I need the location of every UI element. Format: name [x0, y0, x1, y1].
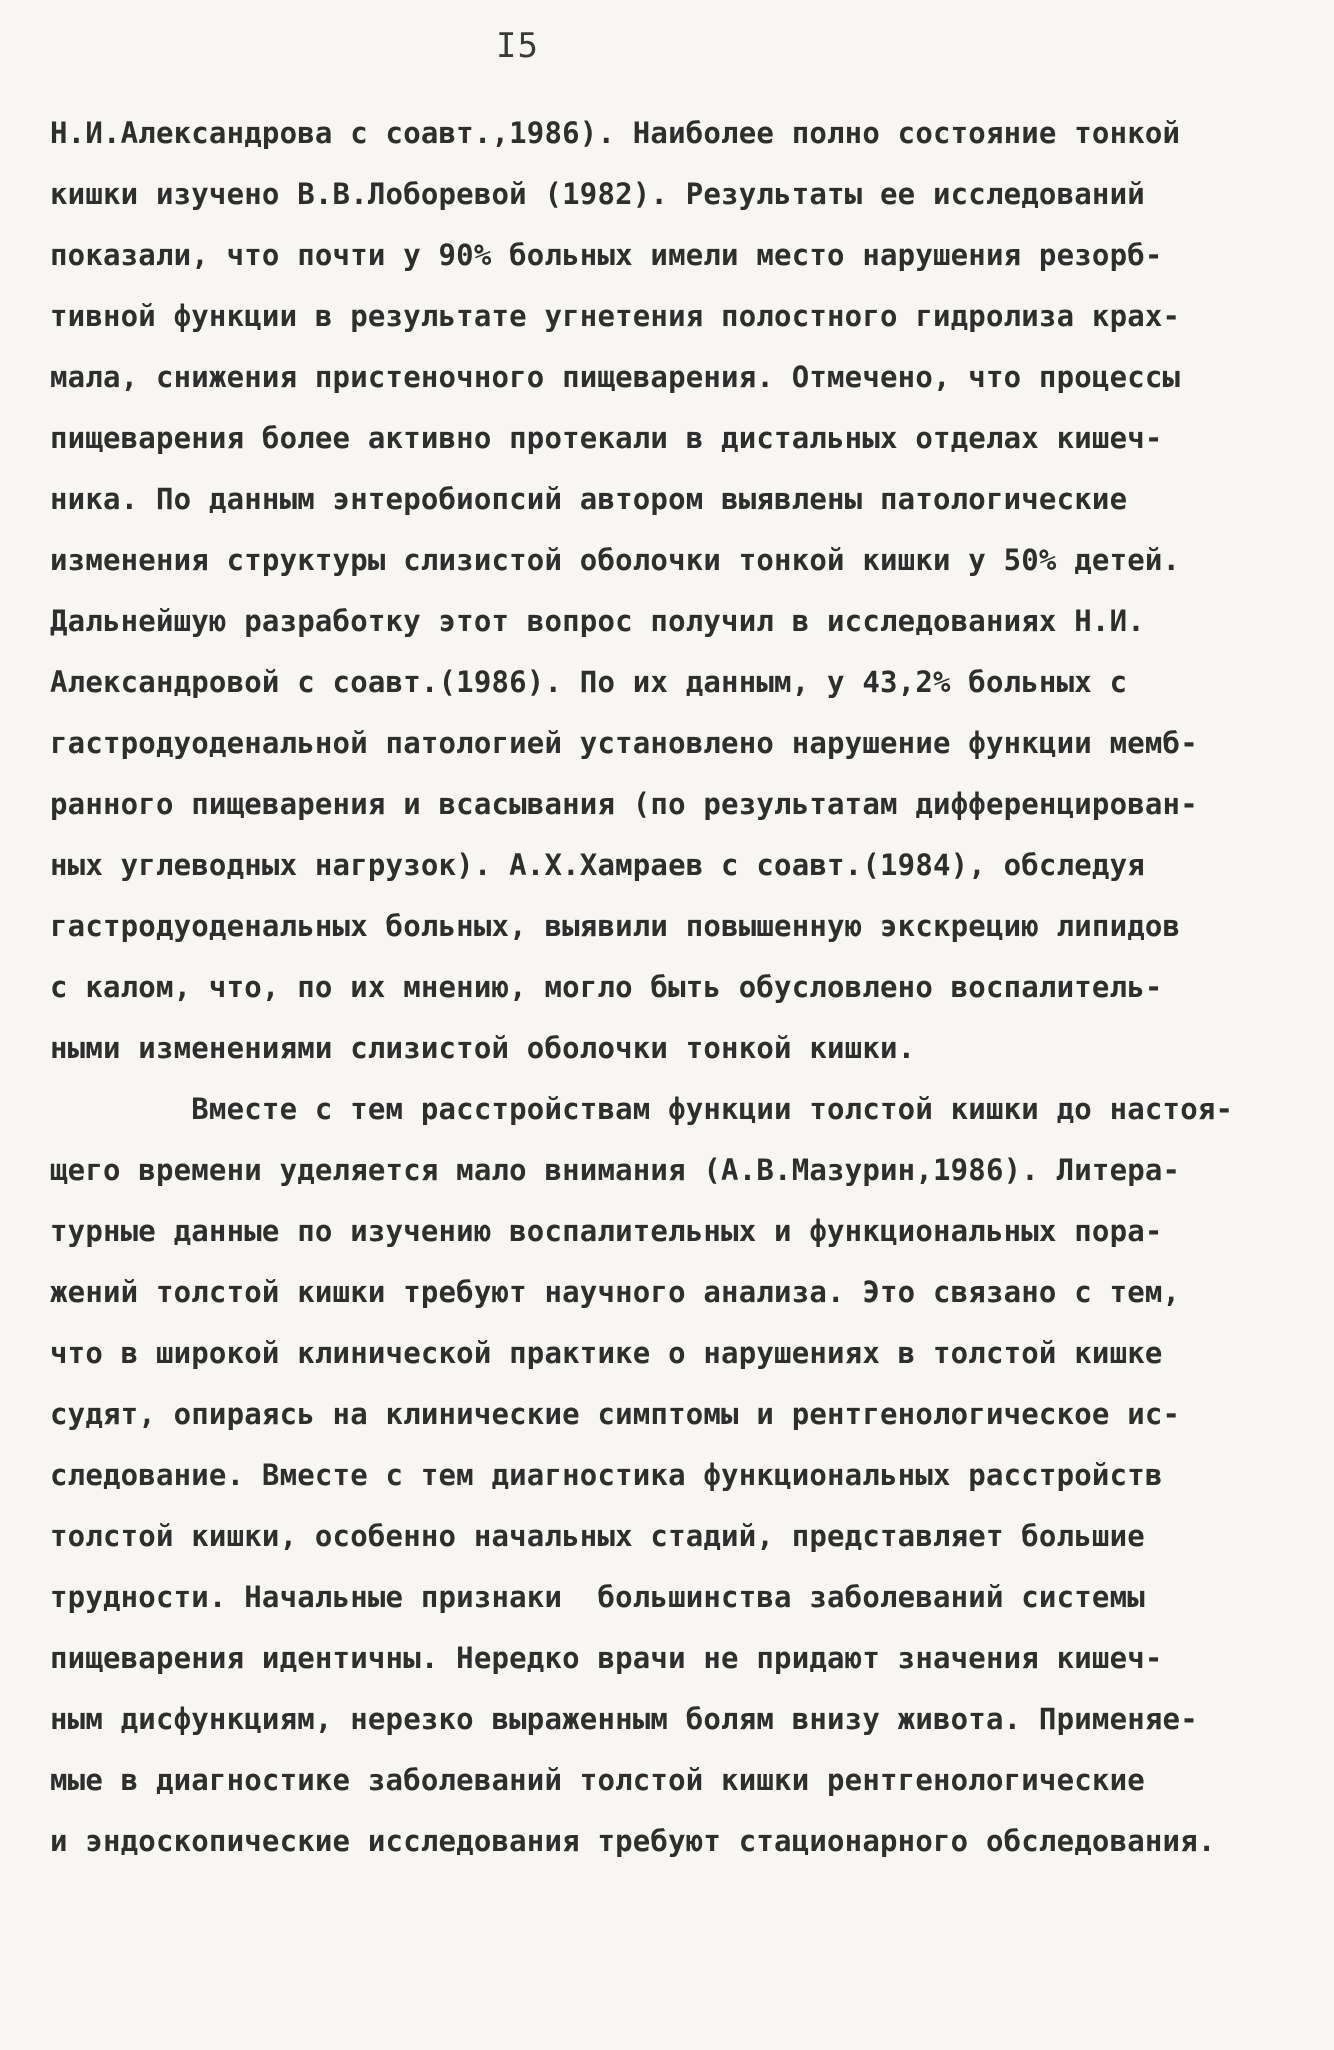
text-line: гастродуоденальных больных, выявили повышенную экскрецию липидов — [50, 909, 1181, 943]
text-line: мые в диагностике заболеваний толстой кишки рентгенологические — [50, 1763, 1145, 1797]
text-line: следование. Вместе с тем диагностика функциональных расстройств — [50, 1458, 1163, 1492]
text-line: Вместе с тем расстройствам функции толстой кишки до настоя- — [50, 1092, 1234, 1126]
text-line: ным дисфункциям, нерезко выраженным болям внизу живота. Применяе- — [50, 1702, 1198, 1736]
text-line: турные данные по изучению воспалительных и функциональных пора- — [50, 1214, 1163, 1248]
text-line: гастродуоденальной патологией установлено нарушение функции мемб- — [50, 726, 1198, 760]
text-line: трудности. Начальные признаки большинства заболеваний системы — [50, 1580, 1145, 1614]
text-line: Александровой с соавт.(1986). По их данным, у 43,2% больных с — [50, 665, 1128, 699]
text-line: Дальнейшую разработку этот вопрос получил в исследованиях Н.И. — [50, 604, 1145, 638]
page-number: I5 — [496, 26, 539, 66]
text-line: что в широкой клинической практике о нарушениях в толстой кишке — [50, 1336, 1163, 1370]
text-line: мала, снижения пристеночного пищеварения. Отмечено, что процессы — [50, 360, 1181, 394]
body-text — [50, 103, 1295, 1872]
text-line: Н.И.Александрова с соавт.,1986). Наиболее полно состояние тонкой — [50, 116, 1181, 150]
text-line: щего времени уделяется мало внимания (А.В.Мазурин,1986). Литера- — [50, 1153, 1181, 1187]
text-line: пищеварения идентичны. Нередко врачи не придают значения кишеч- — [50, 1641, 1163, 1675]
text-line: ника. По данным энтеробиопсий автором выявлены патологические — [50, 482, 1128, 516]
text-line: показали, что почти у 90% больных имели место нарушения резорб- — [50, 238, 1163, 272]
text-line: и эндоскопические исследования требуют стационарного обследования. — [50, 1824, 1216, 1858]
text-line: толстой кишки, особенно начальных стадий, представляет большие — [50, 1519, 1145, 1553]
text-line: с калом, что, по их мнению, могло быть обусловлено воспалитель- — [50, 970, 1163, 1004]
text-line: ранного пищеварения и всасывания (по результатам дифференцирован- — [50, 787, 1198, 821]
paragraph-2 — [50, 1079, 1295, 1872]
text-line: судят, опираясь на клинические симптомы и рентгенологическое ис- — [50, 1397, 1181, 1431]
text-line: пищеварения более активно протекали в дистальных отделах кишеч- — [50, 421, 1163, 455]
text-line: кишки изучено В.В.Лоборевой (1982). Результаты ее исследований — [50, 177, 1145, 211]
text-line: ными изменениями слизистой оболочки тонкой кишки. — [50, 1031, 916, 1065]
text-line: изменения структуры слизистой оболочки тонкой кишки у 50% детей. — [50, 543, 1181, 577]
paragraph-1 — [50, 103, 1295, 1079]
text-line: тивной функции в результате угнетения полостного гидролиза крах- — [50, 299, 1181, 333]
text-line: жений толстой кишки требуют научного анализа. Это связано с тем, — [50, 1275, 1181, 1309]
text-line: ных углеводных нагрузок). А.Х.Хамраев с соавт.(1984), обследуя — [50, 848, 1145, 882]
